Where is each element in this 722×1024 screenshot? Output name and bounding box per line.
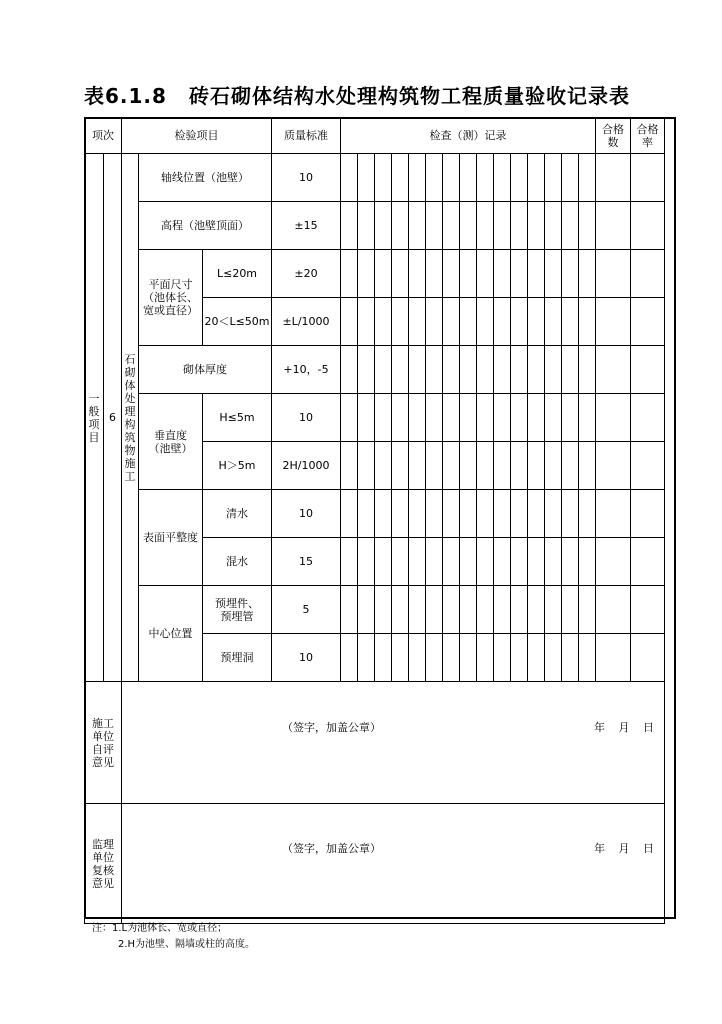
- table-title-text: 砖石砌体结构水处理构筑物工程质量验收记录表: [188, 84, 630, 108]
- header-standard: 质量标准: [272, 118, 341, 154]
- record-cell[interactable]: [358, 202, 375, 250]
- pass-count-cell[interactable]: [596, 634, 631, 682]
- table-row: [85, 394, 665, 442]
- table-row: [85, 202, 665, 250]
- record-cell[interactable]: [579, 634, 596, 682]
- record-cell[interactable]: [528, 250, 545, 298]
- record-cell[interactable]: [409, 154, 426, 202]
- record-cell[interactable]: [392, 394, 409, 442]
- record-cell[interactable]: [375, 442, 392, 490]
- record-cell[interactable]: [358, 634, 375, 682]
- record-cell[interactable]: [511, 298, 528, 346]
- record-cell[interactable]: [579, 154, 596, 202]
- record-cell[interactable]: [562, 634, 579, 682]
- table-row: [85, 346, 665, 394]
- record-cell[interactable]: [562, 202, 579, 250]
- record-cell[interactable]: [494, 586, 511, 634]
- record-cell[interactable]: [426, 634, 443, 682]
- record-cell[interactable]: [562, 346, 579, 394]
- record-cell[interactable]: [341, 634, 358, 682]
- record-cell[interactable]: [511, 490, 528, 538]
- record-cell[interactable]: [511, 538, 528, 586]
- record-cell[interactable]: [579, 490, 596, 538]
- record-cell[interactable]: [494, 490, 511, 538]
- pass-rate-cell[interactable]: [631, 394, 665, 442]
- record-cell[interactable]: [460, 298, 477, 346]
- record-cell[interactable]: [341, 202, 358, 250]
- record-cell[interactable]: [545, 202, 562, 250]
- record-cell[interactable]: [443, 250, 460, 298]
- group-number: 6: [104, 154, 122, 682]
- record-cell[interactable]: [341, 538, 358, 586]
- record-cell[interactable]: [477, 298, 494, 346]
- record-cell[interactable]: [511, 202, 528, 250]
- record-cell[interactable]: [528, 634, 545, 682]
- record-cell[interactable]: [409, 634, 426, 682]
- standard-value: ±L/1000: [272, 298, 341, 346]
- supervisor-opinion-row: [85, 804, 665, 924]
- standard-value: +10，-5: [272, 346, 341, 394]
- record-cell[interactable]: [579, 442, 596, 490]
- record-cell[interactable]: [409, 490, 426, 538]
- record-cell[interactable]: [562, 490, 579, 538]
- header-row: [85, 118, 665, 154]
- record-cell[interactable]: [341, 154, 358, 202]
- page-title: [84, 80, 684, 109]
- record-cell[interactable]: [443, 346, 460, 394]
- contractor-opinion-row: [85, 682, 665, 804]
- record-cell[interactable]: [341, 298, 358, 346]
- item-label: 表面平整度: [139, 490, 203, 586]
- record-cell[interactable]: [460, 538, 477, 586]
- record-cell[interactable]: [375, 586, 392, 634]
- record-cell[interactable]: [443, 442, 460, 490]
- record-cell[interactable]: [375, 154, 392, 202]
- table-row: [85, 250, 665, 298]
- pass-count-cell[interactable]: [596, 202, 631, 250]
- record-cell[interactable]: [562, 442, 579, 490]
- record-cell[interactable]: [545, 586, 562, 634]
- record-cell[interactable]: [579, 250, 596, 298]
- record-cell[interactable]: [426, 394, 443, 442]
- record-cell[interactable]: [443, 154, 460, 202]
- contractor-opinion-label: 施工单位自评意见: [85, 682, 122, 804]
- record-cell[interactable]: [460, 586, 477, 634]
- record-cell[interactable]: [460, 634, 477, 682]
- record-cell[interactable]: [528, 394, 545, 442]
- record-cell[interactable]: [579, 538, 596, 586]
- record-cell[interactable]: [562, 538, 579, 586]
- pass-count-cell[interactable]: [596, 250, 631, 298]
- pass-count-cell[interactable]: [596, 394, 631, 442]
- record-cell[interactable]: [392, 154, 409, 202]
- item-label: 轴线位置（池壁）: [139, 154, 272, 202]
- record-cell[interactable]: [545, 298, 562, 346]
- group-label: 一般项目: [85, 154, 104, 682]
- table-row: [85, 586, 665, 634]
- record-cell[interactable]: [443, 298, 460, 346]
- pass-rate-cell[interactable]: [631, 586, 665, 634]
- table-row: [85, 490, 665, 538]
- sub-item-label: 清水: [203, 490, 272, 538]
- item-label: 平面尺寸（池体长、宽或直径）: [139, 250, 203, 346]
- pass-count-cell[interactable]: [596, 298, 631, 346]
- record-cell[interactable]: [375, 298, 392, 346]
- record-cell[interactable]: [579, 346, 596, 394]
- record-cell[interactable]: [460, 202, 477, 250]
- record-cell[interactable]: [477, 586, 494, 634]
- record-cell[interactable]: [545, 250, 562, 298]
- item-label: 高程（池壁顶面）: [139, 202, 272, 250]
- record-cell[interactable]: [375, 394, 392, 442]
- record-cell[interactable]: [443, 538, 460, 586]
- supervisor-date: 年 月 日: [594, 841, 654, 855]
- record-cell[interactable]: [392, 442, 409, 490]
- pass-count-cell[interactable]: [596, 442, 631, 490]
- record-cell[interactable]: [358, 298, 375, 346]
- standard-value: 10: [272, 394, 341, 442]
- record-cell[interactable]: [392, 298, 409, 346]
- record-cell[interactable]: [562, 298, 579, 346]
- record-cell[interactable]: [443, 394, 460, 442]
- record-cell[interactable]: [511, 442, 528, 490]
- record-cell[interactable]: [494, 394, 511, 442]
- record-cell[interactable]: [528, 154, 545, 202]
- record-cell[interactable]: [358, 586, 375, 634]
- record-cell[interactable]: [426, 586, 443, 634]
- record-cell[interactable]: [426, 490, 443, 538]
- standard-value: 5: [272, 586, 341, 634]
- item-label: 中心位置: [139, 586, 203, 682]
- contractor-sign-note: （签字，加盖公章）: [282, 720, 381, 734]
- pass-rate-cell[interactable]: [631, 250, 665, 298]
- record-cell[interactable]: [375, 346, 392, 394]
- record-cell[interactable]: [545, 394, 562, 442]
- inspection-table: [84, 117, 665, 924]
- record-cell[interactable]: [358, 250, 375, 298]
- record-cell[interactable]: [443, 586, 460, 634]
- record-cell[interactable]: [358, 394, 375, 442]
- record-cell[interactable]: [409, 250, 426, 298]
- standard-value: 10: [272, 490, 341, 538]
- record-cell[interactable]: [409, 394, 426, 442]
- record-cell[interactable]: [477, 634, 494, 682]
- pass-rate-cell[interactable]: [631, 538, 665, 586]
- record-cell[interactable]: [392, 586, 409, 634]
- sub-item-label: H≤5m: [203, 394, 272, 442]
- record-cell[interactable]: [341, 586, 358, 634]
- record-cell[interactable]: [426, 250, 443, 298]
- header-record: 检查（测）记录: [341, 118, 596, 154]
- supervisor-opinion-label: 监理单位复核意见: [85, 804, 122, 924]
- record-cell[interactable]: [494, 634, 511, 682]
- record-cell[interactable]: [494, 442, 511, 490]
- record-cell[interactable]: [528, 490, 545, 538]
- pass-count-cell[interactable]: [596, 490, 631, 538]
- record-cell[interactable]: [409, 538, 426, 586]
- sub-item-label: 20＜L≤50m: [203, 298, 272, 346]
- pass-rate-cell[interactable]: [631, 202, 665, 250]
- record-cell[interactable]: [358, 154, 375, 202]
- record-cell[interactable]: [460, 490, 477, 538]
- contractor-opinion-area[interactable]: [122, 682, 665, 804]
- sub-item-label: L≤20m: [203, 250, 272, 298]
- record-cell[interactable]: [375, 202, 392, 250]
- item-label: 垂直度（池壁）: [139, 394, 203, 490]
- record-cell[interactable]: [460, 394, 477, 442]
- record-cell[interactable]: [511, 586, 528, 634]
- record-cell[interactable]: [443, 634, 460, 682]
- record-cell[interactable]: [375, 538, 392, 586]
- record-cell[interactable]: [392, 634, 409, 682]
- header-pass-count: 合格数: [596, 118, 631, 154]
- record-cell[interactable]: [392, 202, 409, 250]
- record-cell[interactable]: [494, 250, 511, 298]
- record-cell[interactable]: [494, 298, 511, 346]
- sub-item-label: 混水: [203, 538, 272, 586]
- record-cell[interactable]: [392, 490, 409, 538]
- record-cell[interactable]: [409, 442, 426, 490]
- record-cell[interactable]: [426, 298, 443, 346]
- record-cell[interactable]: [494, 202, 511, 250]
- record-cell[interactable]: [528, 586, 545, 634]
- record-cell[interactable]: [511, 154, 528, 202]
- standard-value: 10: [272, 154, 341, 202]
- record-cell[interactable]: [494, 346, 511, 394]
- record-cell[interactable]: [528, 346, 545, 394]
- pass-rate-cell[interactable]: [631, 154, 665, 202]
- footnote-2: 2.H为池壁、隔墙或柱的高度。: [118, 939, 256, 950]
- record-cell[interactable]: [477, 442, 494, 490]
- record-cell[interactable]: [358, 490, 375, 538]
- record-cell[interactable]: [477, 490, 494, 538]
- record-cell[interactable]: [409, 298, 426, 346]
- pass-count-cell[interactable]: [596, 538, 631, 586]
- sub-item-label: 预埋件、预埋管: [203, 586, 272, 634]
- record-cell[interactable]: [545, 538, 562, 586]
- record-cell[interactable]: [545, 154, 562, 202]
- standard-value: 15: [272, 538, 341, 586]
- pass-rate-cell[interactable]: [631, 442, 665, 490]
- record-cell[interactable]: [562, 250, 579, 298]
- record-cell[interactable]: [375, 490, 392, 538]
- supervisor-sign-note: （签字，加盖公章）: [282, 841, 381, 855]
- record-cell[interactable]: [426, 202, 443, 250]
- record-cell[interactable]: [392, 250, 409, 298]
- record-cell[interactable]: [511, 634, 528, 682]
- record-cell[interactable]: [426, 154, 443, 202]
- record-cell[interactable]: [528, 538, 545, 586]
- pass-count-cell[interactable]: [596, 154, 631, 202]
- group-category: 石砌体处理构筑物施工: [122, 154, 139, 682]
- record-cell[interactable]: [545, 634, 562, 682]
- record-cell[interactable]: [511, 394, 528, 442]
- record-cell[interactable]: [579, 394, 596, 442]
- record-cell[interactable]: [341, 250, 358, 298]
- record-cell[interactable]: [511, 250, 528, 298]
- table-row: [85, 154, 665, 202]
- record-cell[interactable]: [545, 346, 562, 394]
- record-cell[interactable]: [477, 346, 494, 394]
- standard-value: ±20: [272, 250, 341, 298]
- record-cell[interactable]: [528, 202, 545, 250]
- record-cell[interactable]: [409, 202, 426, 250]
- record-cell[interactable]: [341, 394, 358, 442]
- supervisor-opinion-area[interactable]: [122, 804, 665, 924]
- pass-count-cell[interactable]: [596, 346, 631, 394]
- record-cell[interactable]: [528, 298, 545, 346]
- record-cell[interactable]: [562, 394, 579, 442]
- standard-value: 2H/1000: [272, 442, 341, 490]
- record-cell[interactable]: [511, 346, 528, 394]
- record-cell[interactable]: [341, 490, 358, 538]
- record-cell[interactable]: [460, 442, 477, 490]
- pass-rate-cell[interactable]: [631, 346, 665, 394]
- pass-rate-cell[interactable]: [631, 298, 665, 346]
- record-cell[interactable]: [409, 346, 426, 394]
- record-cell[interactable]: [579, 202, 596, 250]
- pass-rate-cell[interactable]: [631, 634, 665, 682]
- sub-item-label: 预埋洞: [203, 634, 272, 682]
- record-cell[interactable]: [545, 442, 562, 490]
- header-item: 检验项目: [122, 118, 272, 154]
- header-pass-rate: 合格率: [631, 118, 665, 154]
- record-cell[interactable]: [358, 538, 375, 586]
- record-cell[interactable]: [358, 346, 375, 394]
- record-cell[interactable]: [341, 346, 358, 394]
- pass-count-cell[interactable]: [596, 586, 631, 634]
- record-cell[interactable]: [443, 490, 460, 538]
- record-cell[interactable]: [477, 202, 494, 250]
- pass-rate-cell[interactable]: [631, 490, 665, 538]
- record-cell[interactable]: [409, 586, 426, 634]
- record-cell[interactable]: [562, 586, 579, 634]
- header-xiangci: 项次: [85, 118, 122, 154]
- record-cell[interactable]: [477, 154, 494, 202]
- footnotes: [92, 921, 255, 953]
- record-cell[interactable]: [443, 202, 460, 250]
- record-cell[interactable]: [426, 442, 443, 490]
- contractor-date: 年 月 日: [594, 720, 654, 734]
- record-cell[interactable]: [477, 394, 494, 442]
- record-cell[interactable]: [494, 154, 511, 202]
- standard-value: 10: [272, 634, 341, 682]
- record-cell[interactable]: [426, 538, 443, 586]
- record-cell[interactable]: [579, 586, 596, 634]
- record-cell[interactable]: [579, 298, 596, 346]
- record-cell[interactable]: [375, 634, 392, 682]
- record-cell[interactable]: [392, 346, 409, 394]
- record-cell[interactable]: [358, 442, 375, 490]
- record-cell[interactable]: [528, 442, 545, 490]
- record-cell[interactable]: [426, 346, 443, 394]
- record-cell[interactable]: [545, 490, 562, 538]
- record-cell[interactable]: [341, 442, 358, 490]
- record-cell[interactable]: [460, 346, 477, 394]
- record-cell[interactable]: [392, 538, 409, 586]
- record-cell[interactable]: [460, 250, 477, 298]
- item-label: 砌体厚度: [139, 346, 272, 394]
- record-cell[interactable]: [460, 154, 477, 202]
- table-code: 表6.1.8: [84, 84, 167, 108]
- standard-value: ±15: [272, 202, 341, 250]
- sub-item-label: H＞5m: [203, 442, 272, 490]
- footnote-1: 注：1.L为池体长、宽或直径；: [92, 923, 228, 934]
- record-cell[interactable]: [375, 250, 392, 298]
- record-cell[interactable]: [494, 538, 511, 586]
- record-cell[interactable]: [562, 154, 579, 202]
- record-cell[interactable]: [477, 538, 494, 586]
- record-cell[interactable]: [477, 250, 494, 298]
